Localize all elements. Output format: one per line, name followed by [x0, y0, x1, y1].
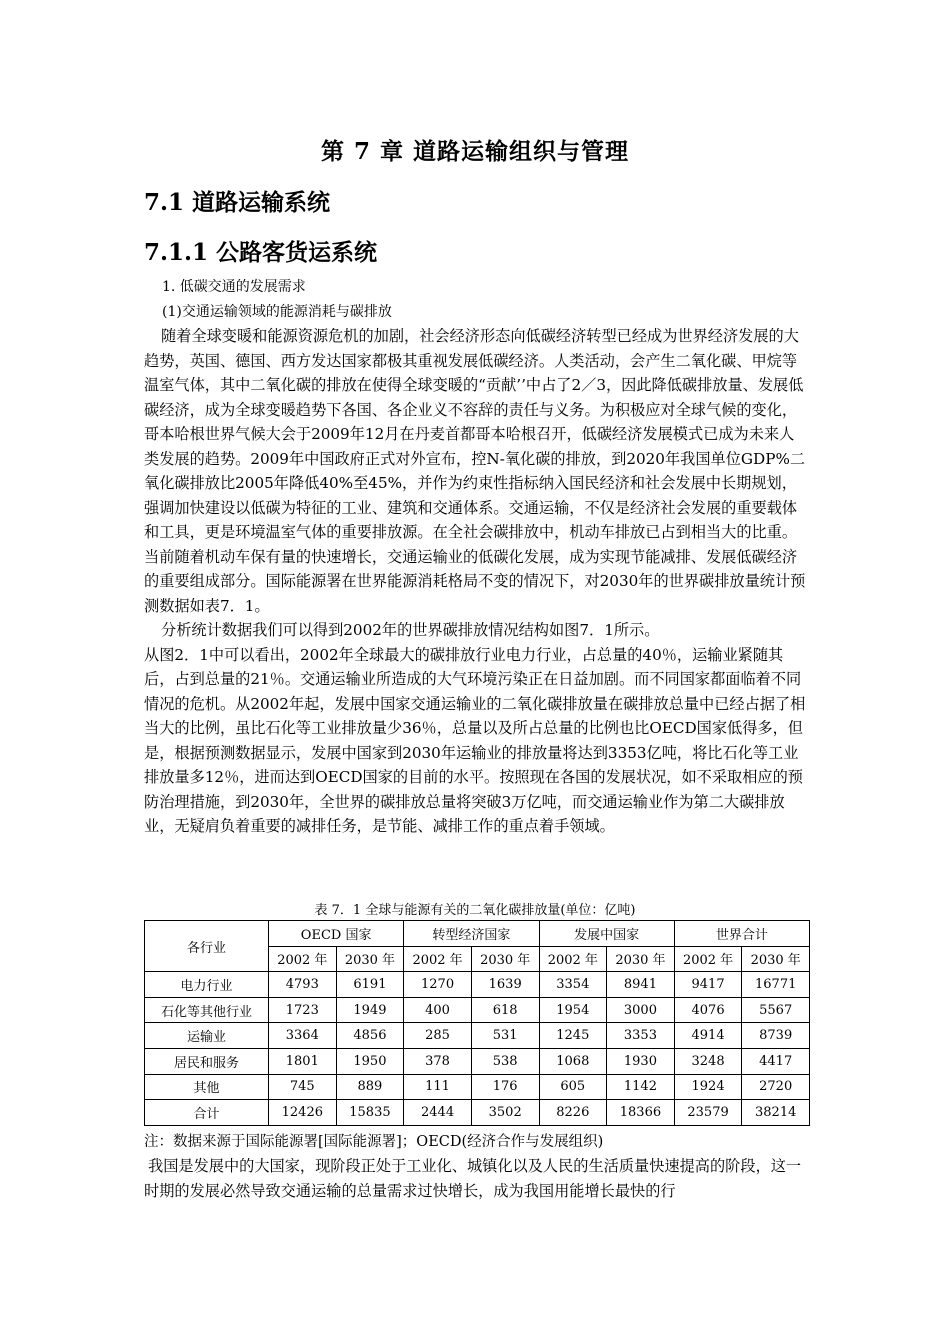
table-cell: 618	[471, 997, 539, 1023]
table-cell: 538	[471, 1048, 539, 1074]
table-cell: 4914	[674, 1023, 742, 1049]
table-group-header: 发展中国家	[539, 921, 674, 947]
table-year-header: 2002 年	[674, 946, 742, 972]
section-heading-7-1-1: 7.1.1 公路客货运系统	[144, 239, 378, 266]
table-cell: 8226	[539, 1100, 607, 1126]
table-cell: 111	[404, 1074, 472, 1100]
table-group-header: 世界合计	[674, 921, 809, 947]
table-group-header: 转型经济国家	[404, 921, 539, 947]
table-cell: 605	[539, 1074, 607, 1100]
list-item-1: 1. 低碳交通的发展需求	[162, 279, 306, 295]
table-cell: 1723	[269, 997, 337, 1023]
table-cell: 176	[471, 1074, 539, 1100]
table-row-label: 其他	[145, 1074, 269, 1100]
table-year-header: 2030 年	[336, 946, 404, 972]
table-cell: 378	[404, 1048, 472, 1074]
table-note: 注：数据来源于国际能源署[国际能源署]；OECD(经济合作与发展组织)	[144, 1134, 604, 1150]
table-cell: 1949	[336, 997, 404, 1023]
table-row	[145, 1023, 810, 1049]
table-row-label: 合计	[145, 1100, 269, 1126]
paragraph-2: 分析统计数据我们可以得到2002年的世界碳排放情况结构如图7．1所示。	[161, 621, 660, 639]
table-row	[145, 1100, 810, 1126]
list-item-2: (1)交通运输领域的能源消耗与碳排放	[162, 304, 392, 320]
table-year-header: 2002 年	[539, 946, 607, 972]
table-cell: 38214	[742, 1100, 810, 1126]
table-cell: 3248	[674, 1048, 742, 1074]
table-cell: 3354	[539, 972, 607, 998]
section-heading-7-1: 7.1 道路运输系统	[144, 189, 331, 216]
table-cell: 2720	[742, 1074, 810, 1100]
table-cell: 1924	[674, 1074, 742, 1100]
table-cell: 4856	[336, 1023, 404, 1049]
table-cell: 3000	[607, 997, 675, 1023]
table-cell: 9417	[674, 972, 742, 998]
table-group-header: OECD 国家	[269, 921, 404, 947]
table-year-header: 2002 年	[269, 946, 337, 972]
table-year-header: 2002 年	[404, 946, 472, 972]
table-caption: 表 7．1 全球与能源有关的二氧化碳排放量(单位：亿吨)	[314, 903, 636, 918]
paragraph-4: 我国是发展中的大国家，现阶段正处于工业化、城镇化以及人民的生活质量快速提高的阶段，这一时期的发展必然导致交通运输的总量需求过快增长，成为我国用能增长最快的行	[144, 1157, 802, 1200]
table-cell: 531	[471, 1023, 539, 1049]
table-cell: 3502	[471, 1100, 539, 1126]
body-text	[144, 324, 808, 839]
table-cell: 3353	[607, 1023, 675, 1049]
table-row	[145, 1074, 810, 1100]
table-cell: 16771	[742, 972, 810, 998]
table-cell: 1950	[336, 1048, 404, 1074]
table-cell: 745	[269, 1074, 337, 1100]
table-corner-cell: 各行业	[145, 921, 269, 972]
table-cell: 1930	[607, 1048, 675, 1074]
table-cell: 1270	[404, 972, 472, 998]
table-year-header: 2030 年	[607, 946, 675, 972]
table-cell: 23579	[674, 1100, 742, 1126]
table-year-header: 2030 年	[471, 946, 539, 972]
table-cell: 8739	[742, 1023, 810, 1049]
table-cell: 1245	[539, 1023, 607, 1049]
chapter-title: 第 7 章 道路运输组织与管理	[320, 138, 630, 165]
table-cell: 1954	[539, 997, 607, 1023]
table-cell: 2444	[404, 1100, 472, 1126]
table-row-label: 运输业	[145, 1023, 269, 1049]
table-cell: 400	[404, 997, 472, 1023]
table-cell: 889	[336, 1074, 404, 1100]
table-cell: 3364	[269, 1023, 337, 1049]
table-cell: 12426	[269, 1100, 337, 1126]
paragraph-1: 随着全球变暖和能源资源危机的加剧，社会经济形态向低碳经济转型已经成为世界经济发展的大趋势，英国、德国、西方发达国家都极其重视发展低碳经济。人类活动，会产生二氧化碳、甲烷等温室气体，其中二氧化碳的排放在使得全球变暖的“贡献’’中占了2／3，因此降低碳排放量、发展低碳经济，成为全球变暖趋势下各国、各企业义不容辞的责任与义务。为积极应对全球气候的变化，哥本哈根世界气候大会于2009年12月在丹麦首都哥本哈根召开，低碳经济发展模式已成为未来人类发展的趋势。2009年中国政府正式对外宣布，控N-氧化碳的排放，到2020年我国单位GDP%二氧化碳排放比2005年降低40%至45%，并作为约束性指标纳入国民经济和社会发展中长期规划，强调加快建设以低碳为特征的工业、建筑和交通体系。交通运输，不仅是经济社会发展的重要载体和工具，更是环境温室气体的重要排放源。在全社会碳排放中，机动车排放已占到相当大的比重。当前随着机动车保有量的快速增长，交通运输业的低碳化发展，成为实现节能减排、发展低碳经济的重要组成部分。国际能源署在世界能源消耗格局不变的情况下，对2030年的世界碳排放量统计预测数据如表7．1。	[144, 327, 806, 615]
table-cell: 1068	[539, 1048, 607, 1074]
table-cell: 285	[404, 1023, 472, 1049]
table-cell: 4076	[674, 997, 742, 1023]
table-cell: 1639	[471, 972, 539, 998]
table-cell: 6191	[336, 972, 404, 998]
table-row-label: 石化等其他行业	[145, 997, 269, 1023]
emissions-table	[144, 920, 810, 1126]
table-row	[145, 972, 810, 998]
table-cell: 5567	[742, 997, 810, 1023]
table-cell: 8941	[607, 972, 675, 998]
table-cell: 4793	[269, 972, 337, 998]
table-row-label: 居民和服务	[145, 1048, 269, 1074]
table-cell: 1801	[269, 1048, 337, 1074]
table-cell: 18366	[607, 1100, 675, 1126]
table-cell: 4417	[742, 1048, 810, 1074]
table-row	[145, 1048, 810, 1074]
paragraph-3: 从图2．1中可以看出，2002年全球最大的碳排放行业电力行业，占总量的40％，运输业紧随其后，占到总量的21％。交通运输业所造成的大气环境污染正在日益加剧。而不同国家都面临着不同情况的危机。从2002年起，发展中国家交通运输业的二氧化碳排放量在碳排放总量中已经占据了相当大的比例，虽比石化等工业排放量少36％，总量以及所占总量的比例也比OECD国家低得多，但是，根据预测数据显示，发展中国家到2030年运输业的排放量将达到3353亿吨，将比石化等工业排放量多12％，进而达到OECD国家的目前的水平。按照现在各国的发展状况，如不采取相应的预防治理措施，到2030年，全世界的碳排放总量将突破3万亿吨，而交通运输业作为第二大碳排放业，无疑肩负着重要的减排任务，是节能、减排工作的重点着手领域。	[144, 645, 806, 835]
table-header-row	[145, 921, 810, 947]
table-cell: 15835	[336, 1100, 404, 1126]
table-cell: 1142	[607, 1074, 675, 1100]
table-row-label: 电力行业	[145, 972, 269, 998]
table-row	[145, 997, 810, 1023]
table-year-header: 2030 年	[742, 946, 810, 972]
body-text-continued	[144, 1154, 808, 1203]
